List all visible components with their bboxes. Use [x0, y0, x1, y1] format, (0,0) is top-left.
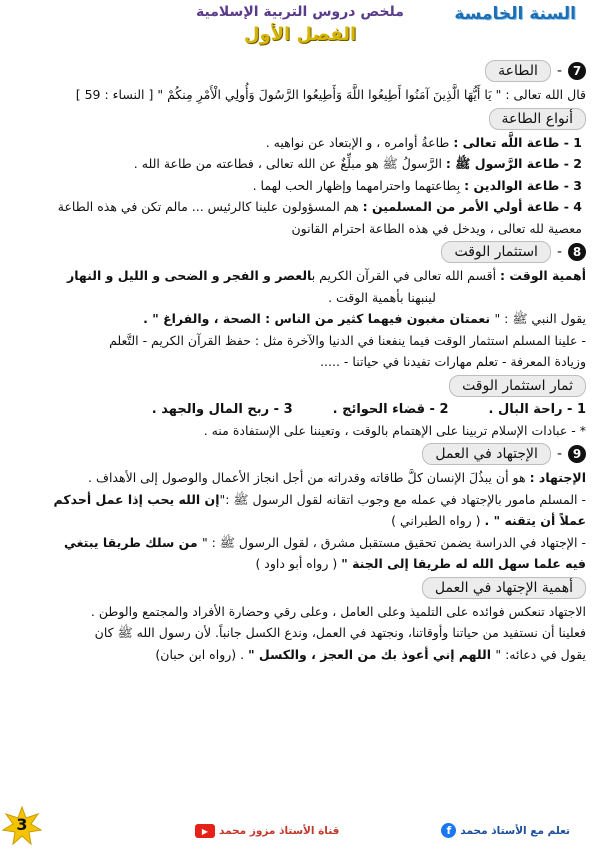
list-item: 1 - طاعة اللَّه تعالى : طاعةُ أوامره ، و الإبتعاد عن نواهيه . [265, 134, 582, 150]
subsection-title: أهمية الإجتهاد في العمل [422, 577, 586, 599]
page-footer [0, 808, 600, 848]
section-title: الإجتهاد في العمل [422, 443, 551, 465]
list-item: 4 - طاعة أولي الأمر من المسلمين : هم المسؤولون علينا كالرئيس ... مالم تكن في هذه الطاعة [57, 199, 582, 214]
subsection-title: أنواع الطاعة [489, 108, 586, 130]
definition: الإجتهاد : هو أن يبذُلَ الإنسان كلَّ طاقاته وقدراته من أجل انجاز الأعمال والوصول إلى الأهداف . [88, 470, 586, 485]
paragraph: فيه علما سهل الله له طريقا إلى الجنة " ( رواه أبو داود ) [255, 556, 586, 571]
list-item: 1 - راحة البال . [488, 401, 586, 417]
facebook-icon: f [441, 823, 456, 838]
facebook-page-label: تعلم مع الأستاذ محمد [460, 824, 570, 837]
note: * - عبادات الإسلام تربينا على الإهتمام بالوقت ، وتعيننا على الإستفادة منه . [203, 422, 586, 438]
list-item: 3 - طاعة الوالدين : بِطاعتهما واحترامهما وإظهار الحب لهما . [252, 177, 582, 193]
list-item: 3 - ربح المال والجهد . [151, 401, 293, 417]
page-number: 3 [16, 815, 28, 834]
subsection-title: ثمار استثمار الوقت [449, 375, 586, 397]
facebook-page-link[interactable] [441, 823, 570, 838]
section-title: استثمار الوقت [441, 241, 550, 263]
section-number: 8 [568, 243, 586, 261]
section-number: 7 [568, 62, 586, 80]
paragraph: عملاً أن يتقنه " . ( رواه الطبراني ) [391, 513, 586, 528]
grade-title: السنة الخامسة [454, 4, 576, 24]
paragraph: أهمية الوقت : أقسم الله تعالى في القرآن الكريم بالعصر و الفجر و الضحى و الليل و النهار [67, 268, 586, 283]
section-effort-heading: 9 - الإجتهاد في العمل [14, 443, 586, 465]
page-header [14, 0, 586, 58]
paragraph: لينبهنا بأهمية الوقت . [328, 289, 436, 305]
list-item: 2 - طاعة الرَّسول ﷺ : الرَّسولُ ﷺ هو مبلِّغٌ عن الله تعالى ، فطاعته من طاعة الله . [133, 156, 582, 171]
section-obedience-heading: 7 - الطاعة [14, 60, 586, 82]
section-time-heading: 8 - استثمار الوقت [14, 241, 586, 263]
paragraph: فعلينا أن نستفيد من حياتنا وأوقاتنا، ونجتهد في العمل، وندع الكسل جانباً. لأن رسول الله ﷺ كان [94, 625, 586, 640]
list-item-continuation: معصية لله تعالى ، ويدخل في هذه الطاعة احترام القانون [291, 220, 582, 236]
youtube-channel-link[interactable] [195, 824, 339, 838]
youtube-icon: ▶ [195, 824, 215, 838]
list-item: 2 - قضاء الحوائج . [332, 401, 449, 417]
paragraph: وزيادة المعرفة - تعلم مهارات تفيدنا في حياتنا - ..... [320, 354, 586, 369]
fruits-list [14, 399, 586, 420]
paragraph: - الإجتهاد في الدراسة يضمن تحقيق مستقبل مشرق ، لقول الرسول ﷺ : " من سلك طريقا يبتغي [63, 534, 586, 550]
chapter-title: الفصل الأول [243, 24, 357, 45]
hadith: يقول النبي ﷺ : " نعمتان مغبون فيهما كثير من الناس : الصحة ، والفراغ " . [143, 311, 586, 326]
page-number-badge [2, 806, 42, 846]
paragraph: يقول في دعائه: " اللهم إني أعوذ بك من العجز ، والكسل " . (رواه ابن حبان) [155, 646, 586, 662]
paragraph: الاجتهاد تنعكس فوائده على التلميذ وعلى العامل ، وعلى رقي وحضارة الأفراد والمجتمع والوطن . [90, 603, 586, 619]
paragraph: - المسلم مامور بالإجتهاد في عمله مع وجوب اتقانه لقول الرسول ﷺ :"إن الله يحب إذا عمل أحدكم [53, 491, 586, 507]
section-title: الطاعة [485, 60, 551, 82]
paragraph: - علينا المسلم استثمار الوقت فيما ينفعنا في الدنيا والآخرة مثل : حفظ القرآن الكريم - التَّعلم [109, 332, 586, 348]
quran-verse: قال الله تعالى : " يَا أَيُّهَا الَّذِينَ آمَنُوا أَطِيعُوا اللَّهَ وَأَطِيعُوا الرَّسُولَ وَأُولِي الْأَمْرِ مِنكُمْ " [ النساء : 59 ] [75, 87, 586, 102]
section-number: 9 [568, 445, 586, 463]
topic-title: ملخص دروس التربية الإسلامية [196, 4, 404, 20]
youtube-channel-label: قناة الأستاذ مزوز محمد [219, 825, 340, 837]
